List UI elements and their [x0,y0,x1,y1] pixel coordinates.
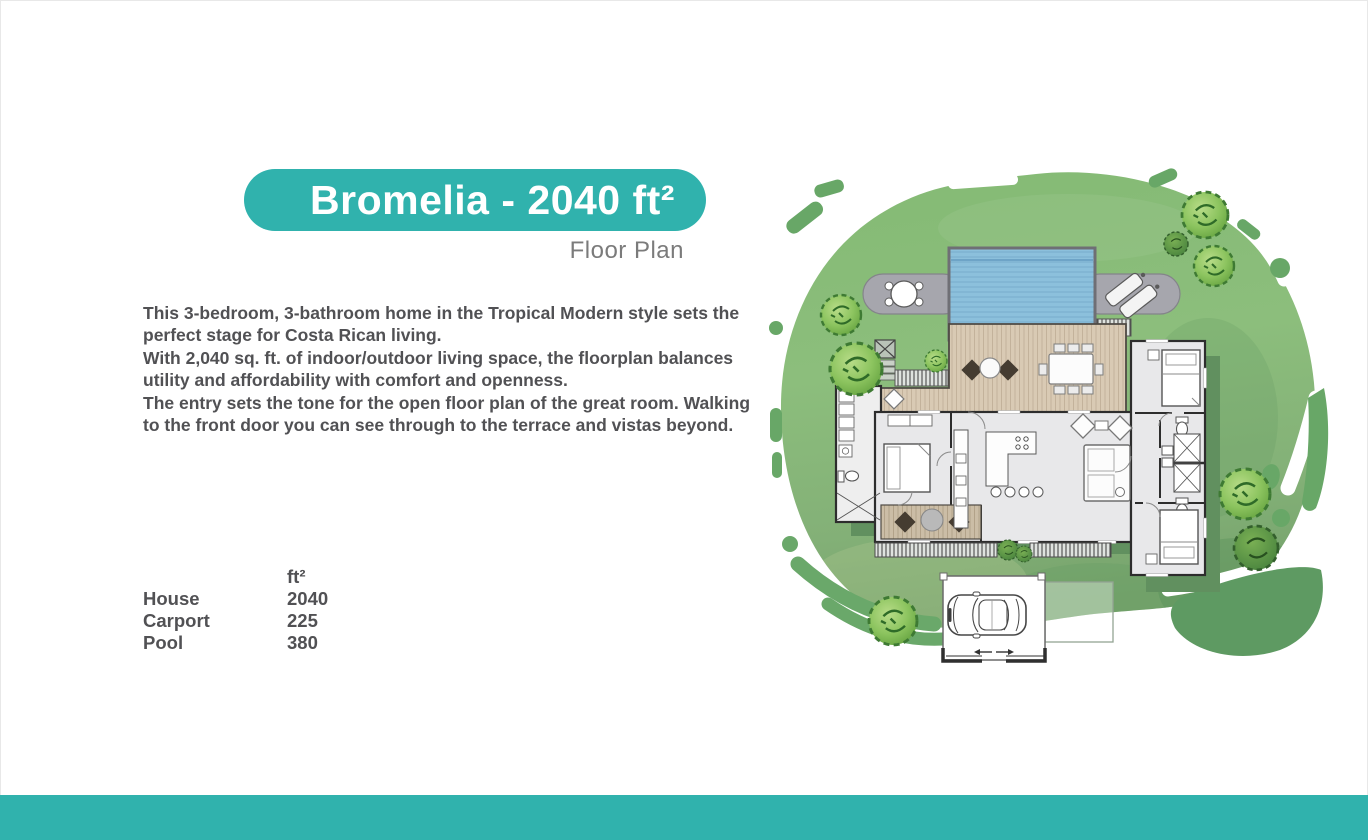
area-table-row [143,632,367,654]
description-paragraph: With 2,040 sq. ft. of indoor/outdoor living space, the floorplan balances utility and affordability with comfort and openness. [143,347,734,391]
area-table-row [143,588,367,610]
description-paragraph: This 3-bedroom, 3-bathroom home in the Tropical Modern style sets the perfect stage for Costa Rican living. [143,303,740,346]
side-stairs [895,370,948,386]
description-paragraph: The entry sets the tone for the open floor plan of the great room. Walking to the front door you can see through to the terrace and vistas beyond. [143,392,751,436]
area-table [143,566,367,654]
area-table-header-row [143,566,367,588]
page-title: Bromelia - 2040 ft² [310,177,675,223]
carport [940,573,1113,661]
area-row-value: 225 [287,610,318,631]
area-table-row [143,610,367,632]
area-row-value: 2040 [287,588,329,609]
area-row-value: 380 [287,632,318,653]
area-row-label: Pool [143,632,184,653]
subtitle-floor-plan: Floor Plan [569,237,684,264]
outdoor-table [885,281,923,307]
footer-accent-bar [0,795,1368,840]
area-row-label: House [143,588,200,609]
louver-strip [1030,543,1111,557]
toilet [846,471,859,481]
louver-strip [875,543,997,557]
area-unit-header: ft² [287,566,306,587]
site-plan-illustration [768,158,1340,718]
area-row-label: Carport [143,610,210,631]
title-banner [244,169,706,231]
car-icon [948,592,1026,638]
description [143,302,755,436]
